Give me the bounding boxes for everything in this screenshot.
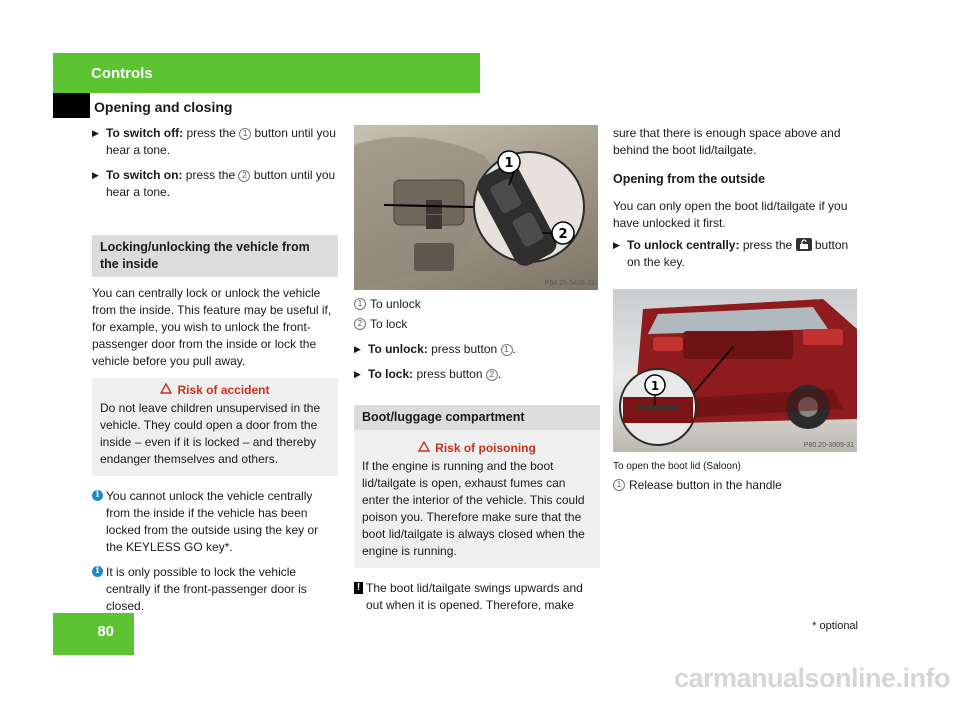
page-number-box — [53, 613, 134, 655]
unlock-key-button-icon — [796, 238, 812, 251]
page-number: 80 — [97, 623, 114, 640]
column-2 — [354, 125, 600, 614]
paragraph: You can only open the boot lid/tailgate if you have unlocked it first. — [613, 199, 848, 230]
arrow-icon: ▶ — [92, 170, 99, 180]
svg-text:1: 1 — [504, 156, 514, 171]
image-code: P54.25-5428-31 — [544, 280, 595, 287]
info-note: i You cannot unlock the vehicle centrally from the inside if the vehicle has been locked from the outside using the key or the KEYLESS GO key*. — [92, 488, 338, 556]
legend-item: 1 To unlock — [354, 296, 600, 313]
arrow-icon: ▶ — [354, 369, 361, 379]
lock-step: ▶ To lock: press button 2 . — [354, 367, 502, 381]
warning-triangle-icon — [418, 441, 430, 452]
door-panel-illustration — [354, 125, 598, 290]
warning-title: Risk of accident — [177, 383, 270, 397]
warning-text: Do not leave children unsupervised in the vehicle. They could open a door from the inside – even if it is locked – and thereby endanger themselves and others. — [100, 401, 321, 466]
unlock-step: ▶ To unlock: press button 1 . — [354, 342, 516, 356]
boot-lid-image — [613, 289, 857, 452]
column-1 — [92, 125, 338, 623]
info-icon: i — [92, 566, 103, 577]
warning-box — [92, 378, 338, 476]
switch-on-step: ▶ To switch on: press the 2 button until you hear a tone. — [92, 168, 336, 199]
unlock-centrally-step: ▶ To unlock centrally: press the button on the key. — [613, 238, 849, 269]
paragraph: You can centrally lock or unlock the vehicle from the inside. This feature may be useful if, for example, you wish to unlock the front-passenger door from the inside or lock the vehicle before you pull away. — [92, 286, 332, 368]
button-number-badge: 1 — [239, 128, 251, 140]
arrow-icon: ▶ — [92, 128, 99, 138]
switch-off-step: ▶ To switch off: press the 1 button until you hear a tone. — [92, 126, 336, 157]
arrow-icon: ▶ — [354, 344, 361, 354]
section-header-bar — [53, 53, 480, 93]
subsection-title: Opening and closing — [94, 99, 233, 115]
warning-triangle-icon — [160, 383, 172, 394]
car-rear-illustration — [613, 289, 857, 452]
section-heading: Boot/luggage compartment — [354, 405, 600, 430]
footnote: * optional — [812, 620, 858, 632]
exclamation-icon: ! — [354, 582, 363, 594]
info-icon: i — [92, 490, 103, 501]
button-number-badge: 2 — [238, 170, 250, 182]
section-heading: Opening from the outside — [613, 172, 766, 186]
section-heading: Locking/unlocking the vehicle from the inside — [92, 235, 338, 277]
warning-text: If the engine is running and the boot lid/tailgate is open, exhaust fumes can enter the interior of the vehicle. This could poison you. Therefore make sure that the boot lid/tailgate is always closed when the engine is running. — [362, 459, 585, 558]
column-3 — [613, 125, 859, 497]
door-lock-switch-image — [354, 125, 598, 290]
legend-item: 2 To lock — [354, 316, 600, 333]
image-caption: To open the boot lid (Saloon) — [613, 461, 741, 472]
arrow-icon: ▶ — [613, 240, 620, 250]
warning-title: Risk of poisoning — [435, 441, 536, 455]
image-code: P80.20-3009-31 — [803, 442, 854, 449]
svg-text:2: 2 — [558, 227, 568, 242]
info-note: i It is only possible to lock the vehicle centrally if the front-passenger door is closed. — [92, 564, 338, 615]
section-title: Controls — [91, 65, 153, 82]
svg-text:1: 1 — [650, 379, 660, 393]
header-marker — [53, 93, 90, 118]
warning-box — [354, 430, 600, 568]
legend-item: 1 Release button in the handle — [613, 477, 859, 494]
watermark: carmanualsonline.info — [673, 663, 950, 693]
paragraph: sure that there is enough space above and behind the boot lid/tailgate. — [613, 126, 841, 157]
caution-note: ! The boot lid/tailgate swings upwards and out when it is opened. Therefore, make — [354, 580, 600, 614]
